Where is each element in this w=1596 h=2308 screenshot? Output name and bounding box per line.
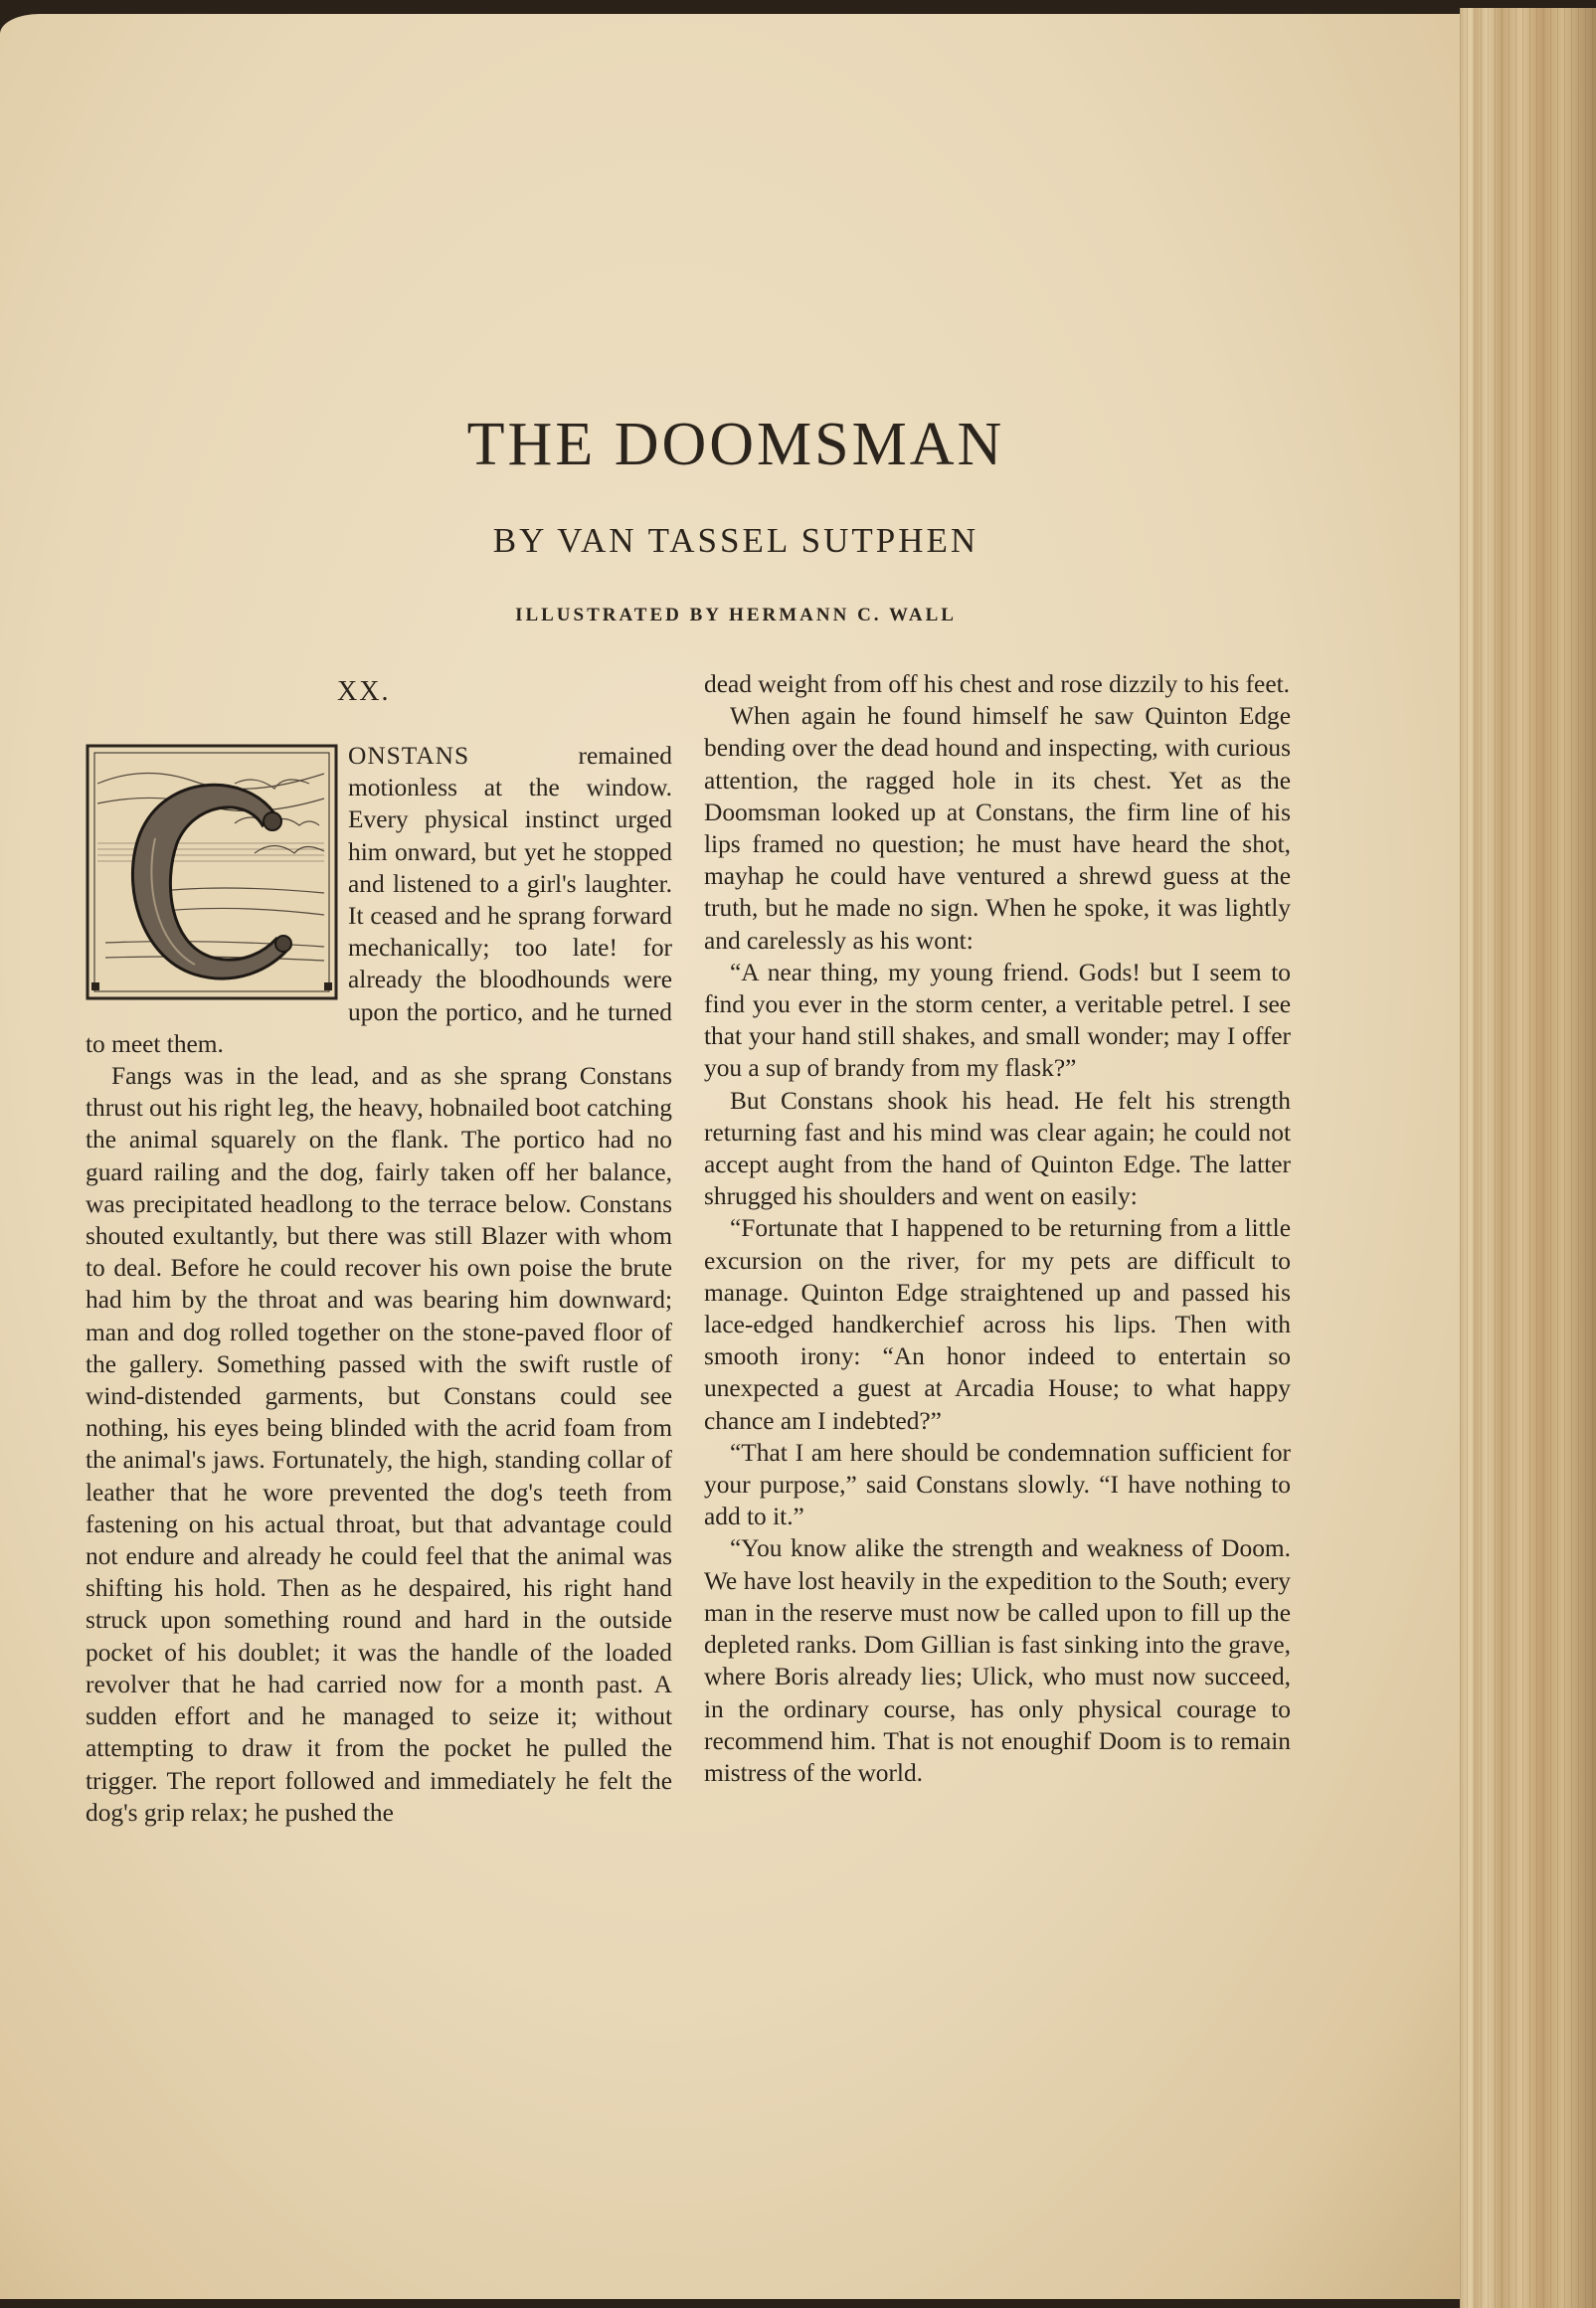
paragraph: When again he found himself he saw Quinton Edge bending over the dead hound and inspecting, with curious attention, the ragged hole in its chest. Yet as the Doomsman looked up at Constans, the firm line of his lips framed no question; he must have heard the shot, mayhap he could have ventured a shrewd guess at the truth, but he made no sign. When he spoke, it was lightly and carelessly as his wont:	[704, 702, 1291, 955]
left-column	[86, 740, 672, 1829]
chapter-number: XX.	[337, 676, 391, 707]
illustrator-credit: ILLUSTRATED BY HERMANN C. WALL	[515, 605, 957, 625]
magazine-page	[0, 14, 1472, 2299]
paragraph: “Fortunate that I happened to be returning from a little excursion on the river, for my pets are difficult to manage. Quinton Edge straightened up and passed his lace-edged handkerchief across his lips. Then with smooth irony: “An honor indeed to entertain so unexpected a guest at Arcadia House; to what happy chance am I indebted?”	[704, 1214, 1291, 1435]
paragraph: dead weight from off his chest and rose dizzily to his feet.	[704, 670, 1290, 698]
page-edges	[1460, 8, 1596, 2308]
paragraph: “That I am here should be condemnation sufficient for your purpose,” said Constans slowly. “I have nothing to add to it.”	[704, 1438, 1291, 1531]
paragraph-text: remained motionless at the window. Every physical instinct urged him onward, but yet he stopped and listened to a girl's laughter. It ceased and he sprang forward mechanically; too late! for already the bloodhounds were upon the portico, and he turned to meet them.	[86, 742, 672, 1058]
paragraph: “You know alike the strength and weakness of Doom. We have lost heavily in the expedition to the South; every man in the reserve must now be called upon to fill up the depleted ranks. Dom Gillian is fast sinking into the grave, where Boris already lies; Ulick, who must now succeed, in the ordinary course, has only physical courage to recommend him. That is not enoughif Doom is to remain mistress of the world.	[704, 1534, 1291, 1787]
article-title: THE DOOMSMAN	[466, 411, 1005, 478]
paragraph: Fangs was in the lead, and as she sprang Constans thrust out his right leg, the heavy, hobnailed boot catching the animal squarely on the flank. The portico had no guard railing and the dog, fairly taken off her balance, was precipitated headlong to the terrace below. Constans shouted exultantly, but there was still Blazer with whom to deal. Before he could recover his own poise the brute had him by the throat and was bearing him downward; man and dog rolled together on the stone-paved floor of the gallery. Something passed with the swift rustle of wind-distended garments, but Constans could see nothing, his eyes being blinded with the acrid foam from the animal's jaws. Fortunately, the high, standing collar of leather that he wore prevented the dog's teeth from fastening on his actual throat, but that advantage could not endure and already he could feel that the animal was shifting his hold. Then as he despaired, his right hand struck upon something round and hard in the outside pocket of his doublet; it was the handle of the loaded revolver that he had carried now for a month past. A sudden effort and he managed to seize it; without attempting to draw it from the pocket he pulled the trigger. The report followed and immediately he felt the dog's grip relax; he pushed the	[86, 1062, 672, 1827]
article-byline: BY VAN TASSEL SUTPHEN	[492, 521, 979, 560]
decorated-initial-c-icon	[86, 744, 338, 1000]
right-column	[704, 668, 1291, 1789]
paragraph: “A near thing, my young friend. Gods! but I seem to find you ever in the storm center, a veritable petrel. I see that your hand still shakes, and small wonder; may I offer you a sup of brandy from my flask?”	[704, 958, 1291, 1083]
paragraph: But Constans shook his head. He felt his strength returning fast and his mind was clear again; he could not accept aught from the hand of Quinton Edge. The latter shrugged his shoulders and went on easily:	[704, 1086, 1291, 1211]
opening-word: ONSTANS	[348, 742, 470, 770]
